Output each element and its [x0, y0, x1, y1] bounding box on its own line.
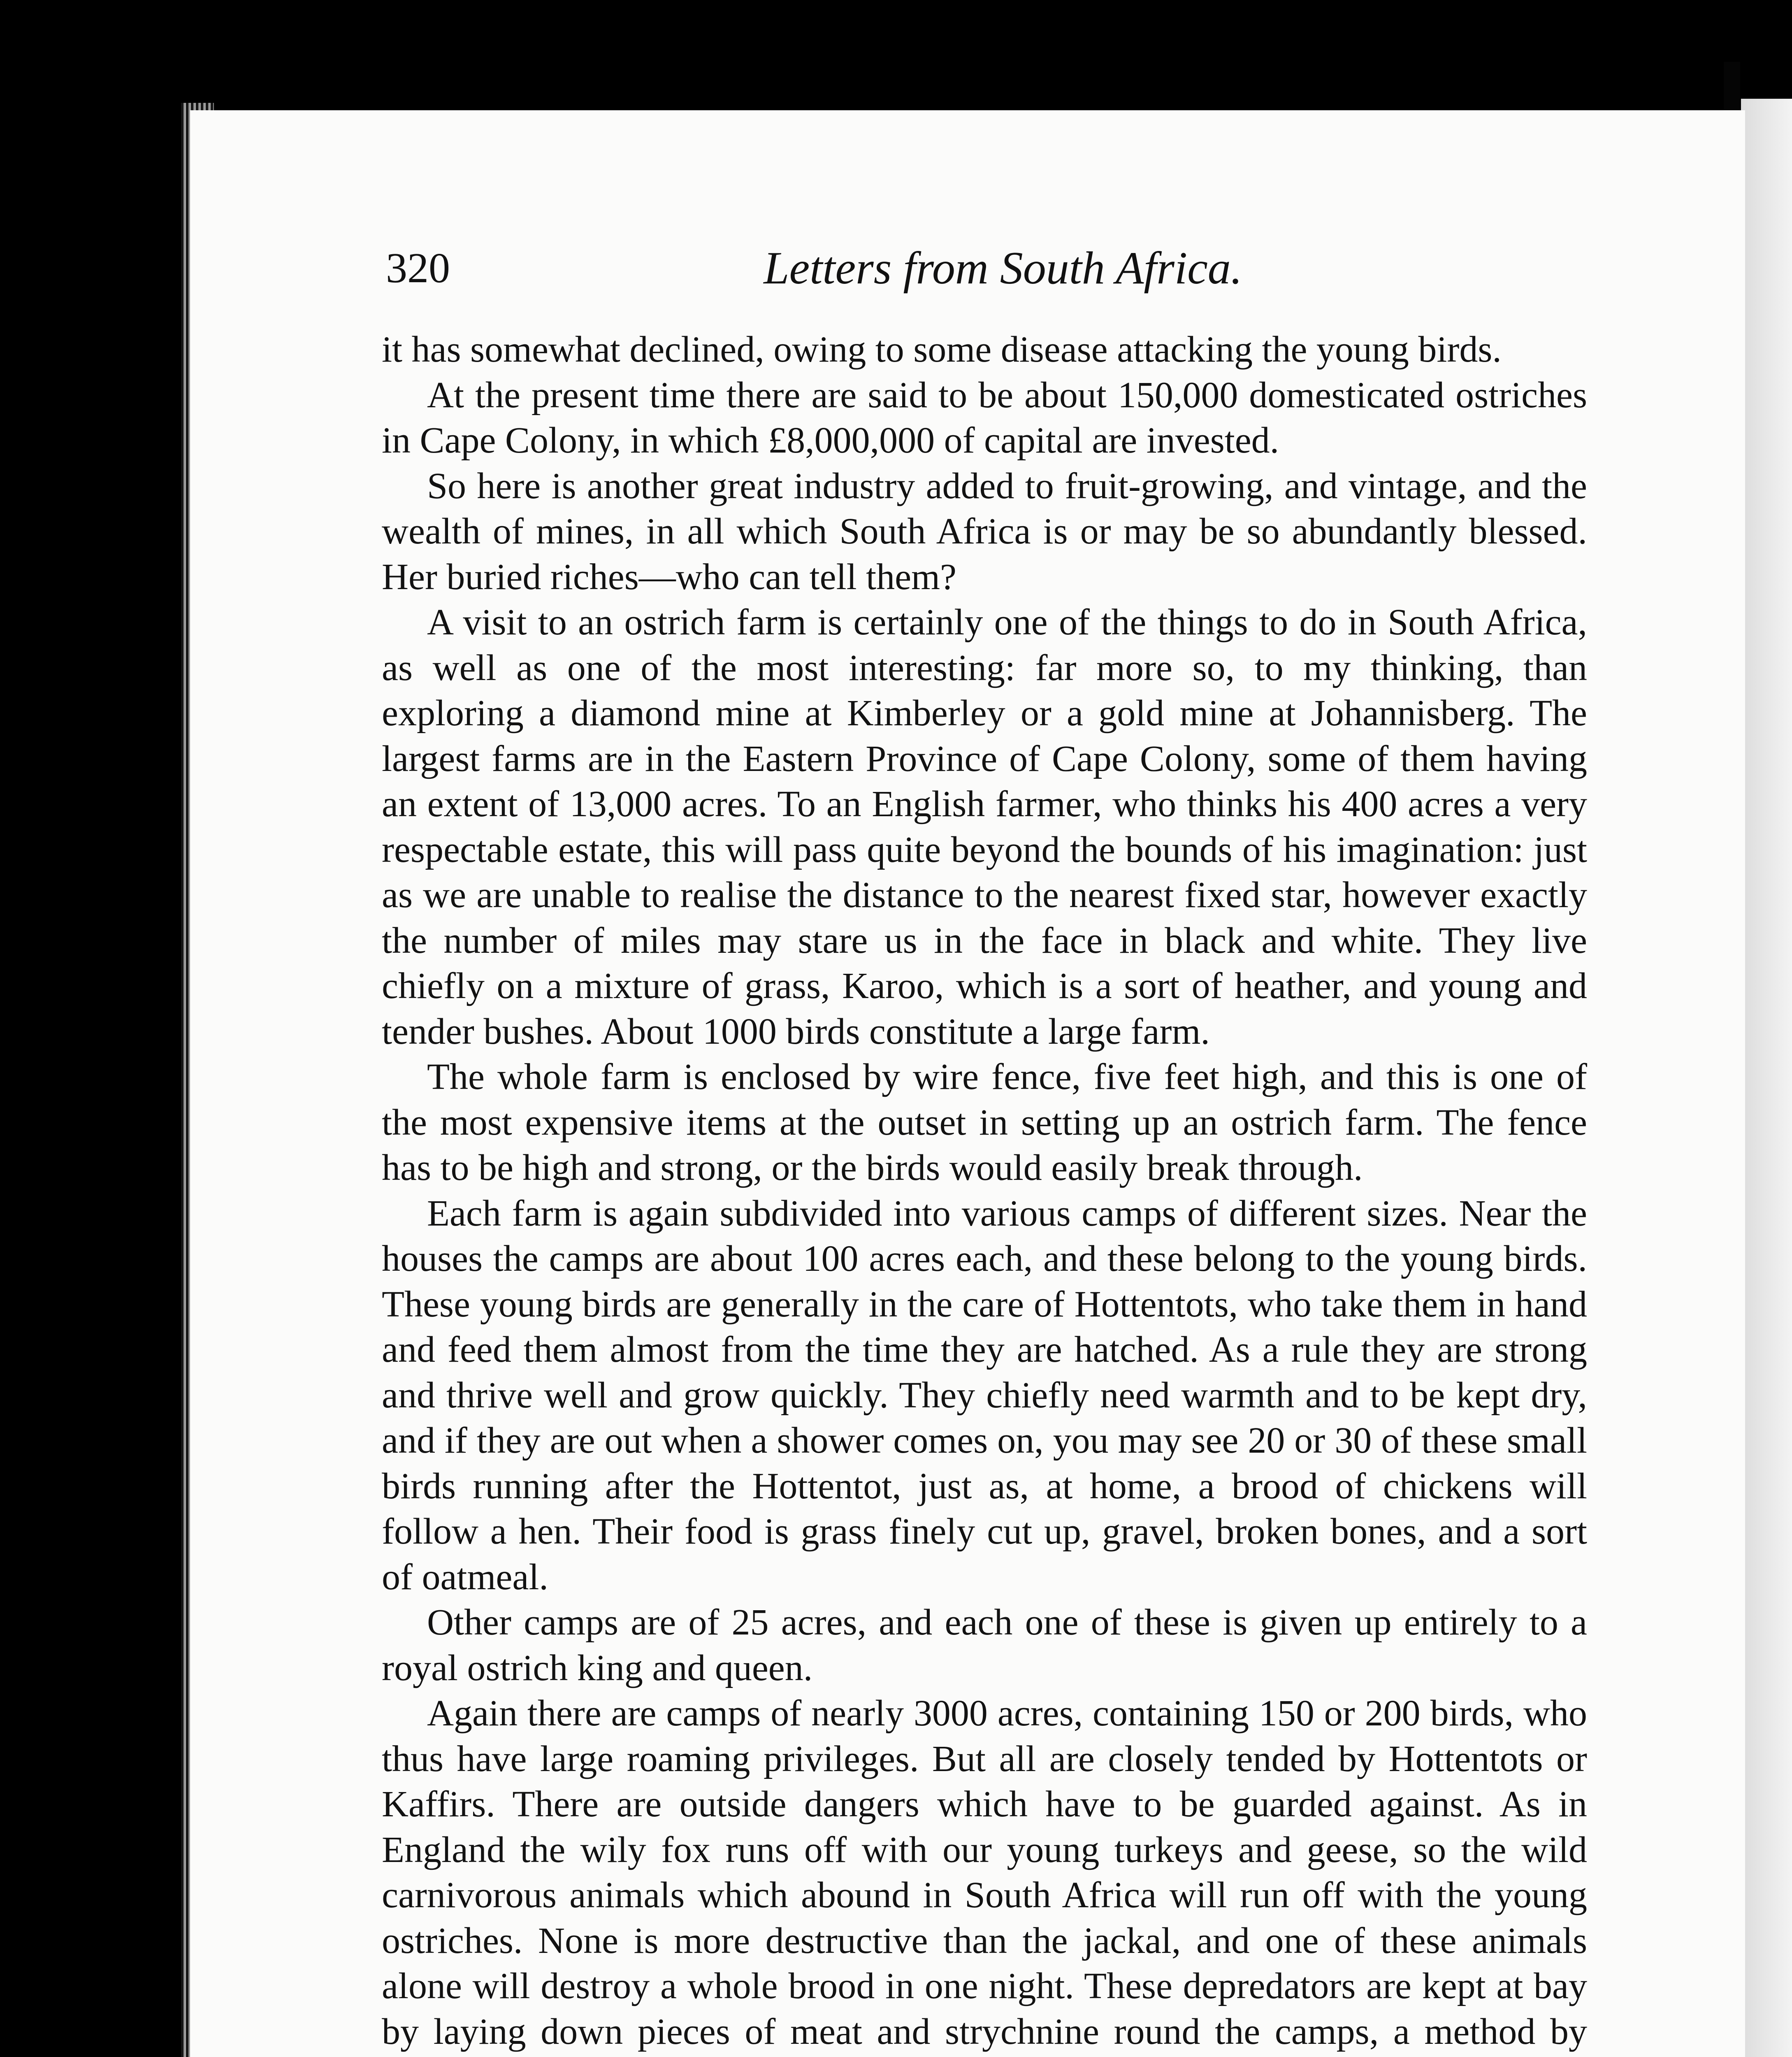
paragraph: Again there are camps of nearly 3000 acres, containing 150 or 200 birds, who thus have large roaming privileges. But all are closely tended by Hottentots or Kaffirs. There are outside dangers which have to be guarded against. As in England the wily fox runs off with our young turkeys and geese, so the wild carnivorous animals which abound in South Africa will run off with the young ostriches. None is more destructive than the jackal, and one of these animals alone will destroy a whole brood in one night. These depredators are kept at bay by laying down pieces of meat and strychnine round the camps, a method by	[382, 1693, 1587, 2052]
paragraph: So here is another great industry added to fruit-growing, and vintage, and the wealth of mines, in all which South Africa is or may be so abundantly blessed. Her buried riches—who can tell them?	[382, 465, 1587, 597]
body-text	[382, 327, 1587, 2057]
paragraph: The whole farm is enclosed by wire fence, five feet high, and this is one of the most expensive items at the outset in setting up an ostrich farm. The fence has to be high and strong, or the birds would easily break through.	[382, 1056, 1587, 1188]
paragraph: At the present time there are said to be about 150,000 domesticated ostriches in Cape Colony, in which £8,000,000 of capital are invested.	[382, 374, 1587, 461]
paragraph: Other camps are of 25 acres, and each one of these is given up entirely to a royal ostrich king and queen.	[382, 1602, 1587, 1688]
page-header	[386, 237, 1595, 299]
page-number: 320	[386, 244, 450, 292]
running-title: Letters from South Africa.	[764, 243, 1242, 294]
paragraph: it has somewhat declined, owing to some disease attacking the young birds.	[382, 329, 1502, 370]
paragraph: A visit to an ostrich farm is certainly one of the things to do in South Africa, as well as one of the most interesting: far more so, to my thinking, than exploring a diamond mine at Kimberley or a gold mine at Johannisberg. The largest farms are in the Eastern Province of Cape Colony, some of them having an extent of 13,000 acres. To an English farmer, who thinks his 400 acres a very respectable estate, this will pass quite beyond the bounds of his imagination: just as we are unable to realise the distance to the nearest fixed star, however exactly the number of miles may stare us in the face in black and white. They live chiefly on a mixture of grass, Karoo, which is a sort of heather, and young and tender bushes. About 1000 birds constitute a large farm.	[382, 602, 1587, 1052]
facing-page-edge	[1741, 99, 1792, 2057]
paragraph: Each farm is again subdivided into various camps of different sizes. Near the houses the camps are about 100 acres each, and these belong to the young birds. These young birds are generally in the care of Hottentots, who take them in hand and feed them almost from the time they are hatched. As a rule they are strong and thrive well and grow quickly. They chiefly need warmth and to be kept dry, and if they are out when a shower comes on, you may see 20 or 30 of these small birds running after the Hottentot, just as, at home, a brood of chickens will follow a hen. Their food is grass finely cut up, gravel, broken bones, and a sort of oatmeal.	[382, 1193, 1587, 1597]
